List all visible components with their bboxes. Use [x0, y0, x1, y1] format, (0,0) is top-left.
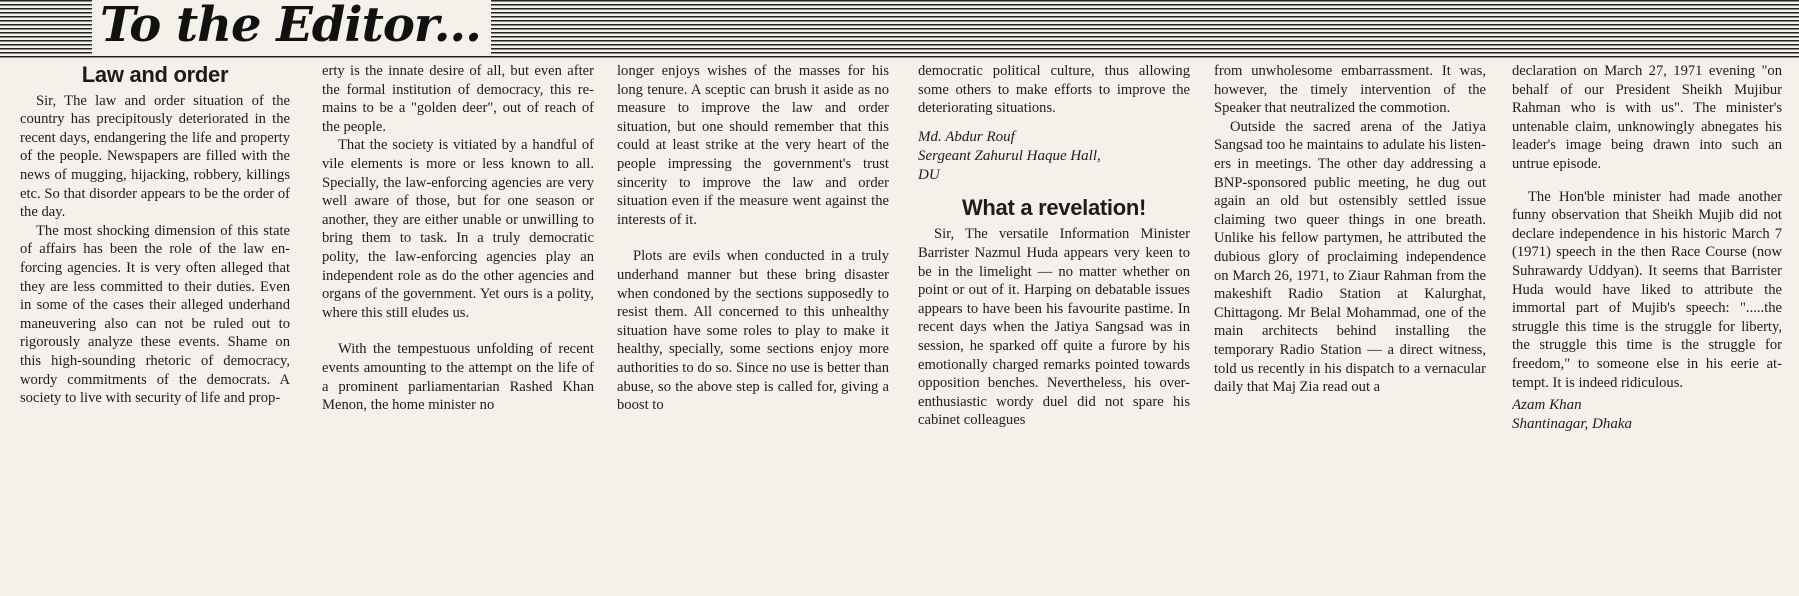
letter-paragraph: longer enjoys wishes of the masses for his long tenure. A sceptic can brush it aside as no measure to improve the law and order situation, but one should remember that this could at least strike at the very heart of the people impressing the government's trust sincerity to improve the law and order situation even if the measure went against the interests of it.: [617, 63, 889, 228]
signature-affiliation: DU: [918, 166, 940, 183]
section-title: To the Editor...: [92, 0, 491, 56]
column-4: [918, 62, 1190, 592]
column-3: [617, 62, 889, 592]
letter-headline-what-a-revelation: What a revelation!: [961, 194, 1147, 220]
letter-paragraph: Sir, The law and order situation of the country has precipitously deteriorated in the recent days, endangering the life and property of the people. Newspapers are filled with the news of mugging, hijacking, robbery, killings etc. So that disorder appears to be the order of the day.: [20, 92, 290, 221]
letter-paragraph: from unwholesome embarrassment. It was, however, the timely intervention of the Speaker that neutralized the commotion.: [1214, 63, 1486, 117]
letter-paragraph: The Hon'ble minister had made another funny observation that Sheikh Mujib did not declare independence in his historic March 7 (1971) speech in the then Race Course (now Suhrawardy Uddyan). It seems that Barrister Huda would have liked to attribute the immortal part of Mujib's speech: ".....the struggle this time is the struggle for liberty, the struggle this time is the struggle for freedom," to someone else in his eerie attempt. It is indeed ridiculous.: [1512, 188, 1782, 391]
letter-paragraph: Plots are evils when conducted in a truly underhand manner but these bring disaster when condoned by the sections supposedly to resist them. All concerned to this unhealthy situation have some roles to play to make it healthy, specially, some sections enjoy more authorities to do so. Since no use is better than abuse, so the above step is called for, giving a boost to: [617, 248, 889, 414]
letter-headline-law-and-order: Law and order: [81, 62, 229, 87]
column-5: [1214, 62, 1486, 592]
letter-paragraph: Sir, The versatile Information Minister Barrister Nazmul Huda appears very keen to be in the limelight — no matter whether on point or out of it. Harping on debatable issues appears to have been his favourite pastime. In recent days when the Jatiya Sangsad was in session, he sparked off quite a furore by his emotionally charged remarks pointed towards opposition benches. Nevertheless, his over-enthusiastic wordy duel did not spare his cabinet colleagues: [918, 226, 1190, 429]
signature-place: Shantinagar, Dhaka: [1512, 416, 1632, 433]
column-1: [20, 62, 290, 592]
signature-name: Md. Abdur Rouf: [918, 128, 1015, 145]
letter-paragraph: erty is the innate desire of all, but even after the formal institution of democracy, this remains to be a "golden deer", out of reach of the people.: [322, 63, 594, 135]
letter-paragraph: That the society is vitiated by a handful of vile elements is more or less known to all. Specially, the law-enforcing agencies are very well aware of those, but for one season or another, they are either unable or unwilling to bring them to task. In a truly democratic polity, the law-enforcing agencies play an independent role as do the other agencies and organs of the government. Yet ours is a polity, where this still eludes us.: [322, 137, 594, 321]
editorial-banner: [0, 0, 1799, 60]
letter-paragraph: Outside the sacred arena of the Jatiya Sangsad too he maintains to adulate his listeners in meetings. The other day addressing a BNP-sponsored public meeting, he dug out again an old but ostensibly settled issue claiming two queer things in one breath. Unlike his fellow partymen, he attributed the dubious glory of proclaiming independence on March 26, 1971, to Ziaur Rahman from the makeshift Radio Station at Kalurghat, Chittagong. Mr Belal Mohammad, one of the main architects behind installing the temporary Radio Station — a direct witness, told us recently in his dispatch to a vernacular daily that Maj Zia read out a: [1214, 118, 1486, 396]
signature-affiliation: Sergeant Zahurul Haque Hall,: [918, 147, 1101, 164]
letter-paragraph: declaration on March 27, 1971 evening "on behalf of our President Sheikh Mujibur Rahman who is with us". The minister's untenable claim, unknowingly abnegates his leader's image being drawn into such an untrue episode.: [1512, 63, 1782, 172]
letter-paragraph: democratic political culture, thus allowing some others to make efforts to improve the deteriorating situations.: [918, 63, 1190, 117]
signature-name: Azam Khan: [1512, 397, 1582, 414]
column-6: [1512, 62, 1782, 592]
letter-paragraph: The most shocking dimension of this state of affairs has been the role of the law enforcing agencies. It is very often alleged that they are less committed to their duties. Even in some of the cases their alleged underhand maneuvering also can not be ruled out to rigorously analyze these events. Shame on this high-sounding rhetoric of democracy, wordy commitments of the democrats. A society to live with security of life and prop-: [20, 222, 290, 407]
column-2: [322, 62, 594, 592]
letter-paragraph: With the tempestuous unfolding of recent events amounting to the attempt on the life of a prominent parliamentarian Rashed Khan Menon, the home minister no: [322, 341, 594, 414]
